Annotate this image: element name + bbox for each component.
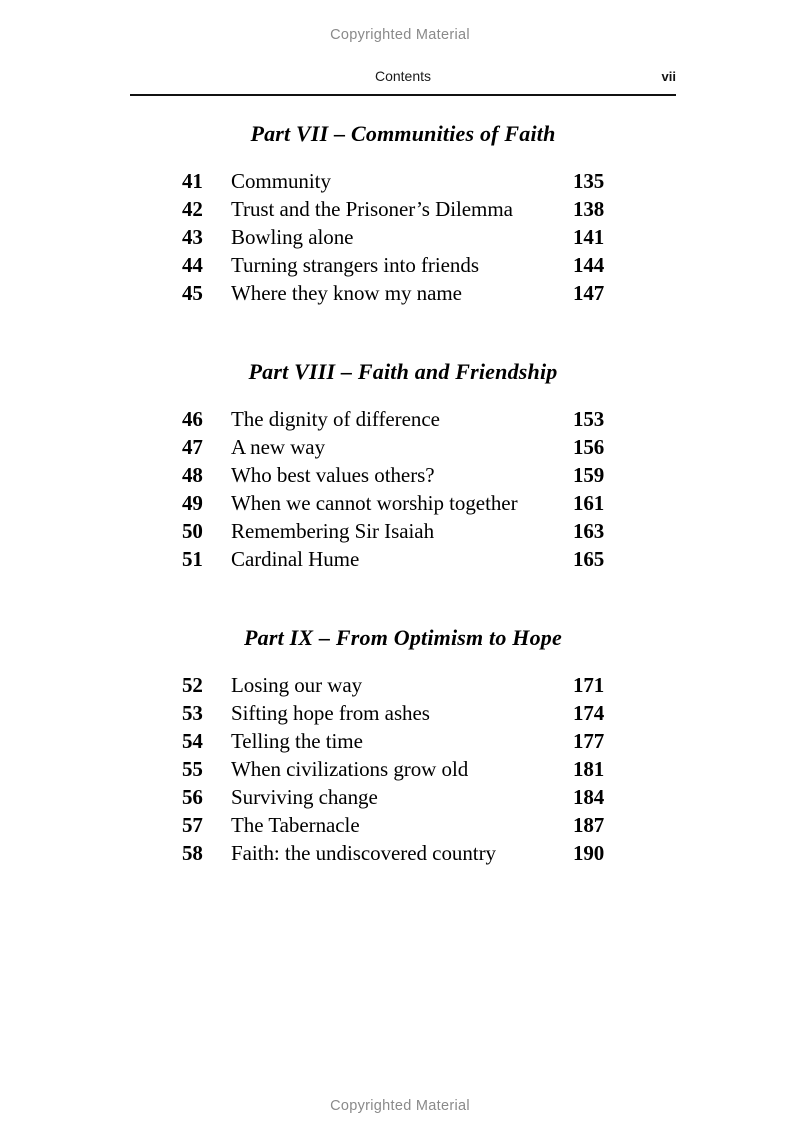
chapter-title: Losing our way xyxy=(231,673,363,697)
chapter-page: 138 xyxy=(573,197,605,221)
chapter-number: 43 xyxy=(182,225,203,249)
chapter-number: 41 xyxy=(182,169,203,193)
list-item[interactable] xyxy=(130,461,676,489)
chapter-page: 165 xyxy=(573,547,605,571)
chapter-list xyxy=(130,385,676,573)
list-item[interactable] xyxy=(130,167,676,195)
list-item[interactable] xyxy=(130,223,676,251)
chapter-number: 48 xyxy=(182,463,203,487)
chapter-number: 42 xyxy=(182,197,203,221)
chapter-title: Cardinal Hume xyxy=(231,547,360,571)
chapter-title: Turning strangers into friends xyxy=(231,253,479,277)
folio-number: vii xyxy=(661,69,676,84)
chapter-page: 141 xyxy=(573,225,605,249)
header-rule xyxy=(130,94,676,96)
chapter-number: 45 xyxy=(182,281,203,305)
part-heading: Part VII – Communities of Faith xyxy=(250,121,556,146)
chapter-page: 144 xyxy=(573,253,605,277)
list-item[interactable] xyxy=(130,727,676,755)
list-item[interactable] xyxy=(130,699,676,727)
chapter-title: The dignity of difference xyxy=(231,407,440,431)
list-item[interactable] xyxy=(130,545,676,573)
chapter-page: 159 xyxy=(573,463,605,487)
list-item[interactable] xyxy=(130,279,676,307)
chapter-page: 187 xyxy=(573,813,605,837)
list-item[interactable] xyxy=(130,783,676,811)
chapter-number: 46 xyxy=(182,407,203,431)
chapter-number: 49 xyxy=(182,491,203,515)
chapter-page: 174 xyxy=(573,701,605,725)
chapter-number: 47 xyxy=(182,435,203,459)
list-item[interactable] xyxy=(130,755,676,783)
chapter-number: 44 xyxy=(182,253,203,277)
part-section xyxy=(130,110,676,307)
chapter-title: Faith: the undiscovered country xyxy=(231,841,496,865)
chapter-title: Remembering Sir Isaiah xyxy=(231,519,435,543)
chapter-title: A new way xyxy=(231,435,326,459)
chapter-title: Surviving change xyxy=(231,785,378,809)
list-item[interactable] xyxy=(130,489,676,517)
part-heading: Part VIII – Faith and Friendship xyxy=(248,359,558,384)
chapter-page: 184 xyxy=(573,785,605,809)
chapter-title: When we cannot worship together xyxy=(231,491,518,515)
list-item[interactable] xyxy=(130,671,676,699)
chapter-title: Bowling alone xyxy=(231,225,354,249)
chapter-title: Where they know my name xyxy=(231,281,462,305)
chapter-title: Sifting hope from ashes xyxy=(231,701,430,725)
chapter-number: 55 xyxy=(182,757,203,781)
chapter-page: 153 xyxy=(573,407,605,431)
chapter-number: 51 xyxy=(182,547,203,571)
chapter-title: Telling the time xyxy=(231,729,363,753)
list-item[interactable] xyxy=(130,839,676,867)
chapter-number: 54 xyxy=(182,729,203,753)
chapter-page: 177 xyxy=(573,729,605,753)
running-head xyxy=(130,68,676,88)
chapter-number: 57 xyxy=(182,813,203,837)
chapter-page: 181 xyxy=(573,757,605,781)
list-item[interactable] xyxy=(130,517,676,545)
part-heading: Part IX – From Optimism to Hope xyxy=(244,625,562,650)
chapter-list xyxy=(130,651,676,867)
chapter-title: Who best values others? xyxy=(231,463,435,487)
chapter-number: 53 xyxy=(182,701,203,725)
chapter-number: 52 xyxy=(182,673,203,697)
list-item[interactable] xyxy=(130,195,676,223)
chapter-title: The Tabernacle xyxy=(231,813,360,837)
part-section xyxy=(130,307,676,573)
chapter-page: 135 xyxy=(573,169,605,193)
chapter-page: 171 xyxy=(573,673,605,697)
chapter-list xyxy=(130,147,676,307)
list-item[interactable] xyxy=(130,811,676,839)
chapter-number: 50 xyxy=(182,519,203,543)
chapter-number: 58 xyxy=(182,841,203,865)
chapter-page: 147 xyxy=(573,281,605,305)
page-title: Contents xyxy=(374,68,432,84)
chapter-page: 190 xyxy=(573,841,605,865)
copyright-watermark-bottom: Copyrighted Material xyxy=(330,1098,470,1114)
list-item[interactable] xyxy=(130,433,676,461)
chapter-title: Trust and the Prisoner’s Dilemma xyxy=(231,197,513,221)
chapter-page: 163 xyxy=(573,519,605,543)
copyright-watermark-top: Copyrighted Material xyxy=(330,27,470,43)
chapter-page: 156 xyxy=(573,435,605,459)
chapter-title: When civilizations grow old xyxy=(231,757,469,781)
chapter-title: Community xyxy=(231,169,331,193)
part-section xyxy=(130,573,676,867)
chapter-page: 161 xyxy=(573,491,605,515)
chapter-number: 56 xyxy=(182,785,203,809)
table-of-contents xyxy=(130,110,676,867)
list-item[interactable] xyxy=(130,251,676,279)
list-item[interactable] xyxy=(130,405,676,433)
